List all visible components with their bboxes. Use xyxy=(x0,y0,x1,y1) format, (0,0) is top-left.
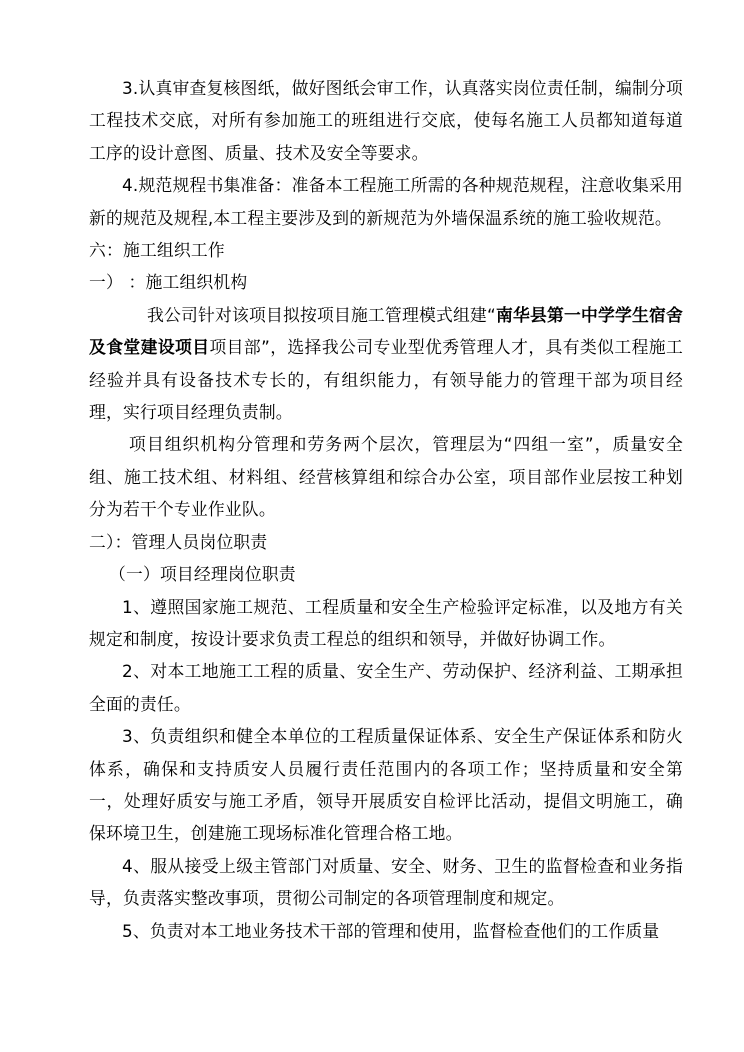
paragraph-code-preparation: 4.规范规程书集准备：准备本工程施工所需的各种规范规程，注意收集采用新的规范及规程,本工程主要涉及到的新规范为外墙保温系统的施工验收规范。 xyxy=(89,175,683,228)
project-name-bold: 南华县第一中学学生宿舍及食堂建设项目 xyxy=(89,304,684,358)
project-dept-text-post: 项目部”，选择我公司专业型优秀管理人才，具有类似工程施工经验并具有设备技术专长的，有组织能力，有领导能力的管理干部为项目经理，实行项目经理负责制。 xyxy=(89,337,684,423)
duty-item-2: 2、对本工地施工工程的质量、安全生产、劳动保护、经济利益、工期承担全面的责任。 xyxy=(89,661,683,714)
paragraph-project-department xyxy=(89,299,683,429)
project-dept-text-pre: 我公司针对该项目拟按项目施工管理模式组建“ xyxy=(147,304,496,325)
duty-item-5: 5、负责对本工地业务技术干部的管理和使用，监督检查他们的工作质量 xyxy=(122,920,660,941)
duty-item-3: 3、负责组织和健全本单位的工程质量保证体系、安全生产保证体系和防火体系，确保和支持质安人员履行责任范围内的各项工作；坚持质量和安全第一，处理好质安与施工矛盾，领导开展质安自检评比活动，提倡文明施工，确保环境卫生，创建施工现场标准化管理合格工地。 xyxy=(89,726,683,844)
document-body xyxy=(89,72,683,947)
heading-project-manager-duties: （一）项目经理岗位职责 xyxy=(109,564,296,585)
paragraph-drawing-review: 3.认真审查复核图纸，做好图纸会审工作，认真落实岗位责任制，编制分项工程技术交底，对所有参加施工的班组进行交底，使每名施工人员都知道每道工序的设计意图、质量、技术及安全等要求。 xyxy=(89,78,683,163)
section-heading-organization: 六：施工组织工作 xyxy=(89,240,225,261)
duty-item-4: 4、服从接受上级主管部门对质量、安全、财务、卫生的监督检查和业务指导，负责落实整改事项，贯彻公司制定的各项管理制度和规定。 xyxy=(89,855,683,909)
duty-item-1: 1、遵照国家施工规范、工程质量和安全生产检验评定标准，以及地方有关规定和制度，按设计要求负责工程总的组织和领导，并做好协调工作。 xyxy=(89,596,683,649)
subsection-heading-structure: 一） ：施工组织机构 xyxy=(89,272,248,293)
subsection-heading-responsibilities: 二）：管理人员岗位职责 xyxy=(89,531,268,552)
paragraph-organization-levels: 项目组织机构分管理和劳务两个层次，管理层为“四组一室”，质量安全组、施工技术组、材料组、经营核算组和综合办公室，项目部作业层按工种划分为若干个专业作业队。 xyxy=(89,434,683,520)
